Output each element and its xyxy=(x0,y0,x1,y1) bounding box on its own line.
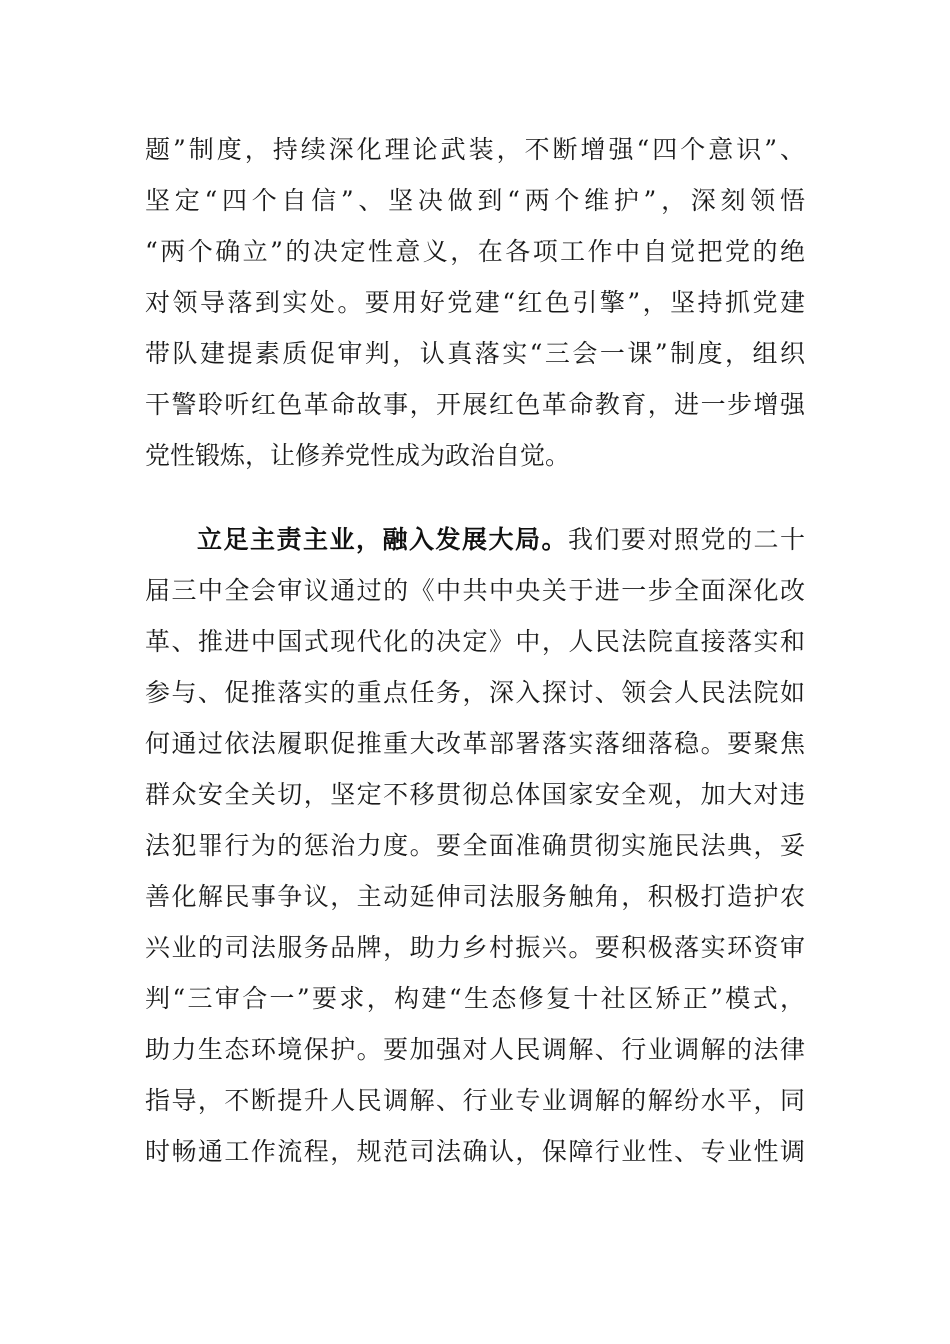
paragraph-line: 干警聆听红色革命故事，开展红色革命教育，进一步增强 xyxy=(145,390,805,419)
paragraph-line: 判“三审合一”要求，构建“生态修复十社区矫正”模式， xyxy=(145,984,806,1013)
paragraph-line: 助力生态环境保护。要加强对人民调解、行业调解的法律 xyxy=(145,1035,805,1064)
paragraph-line: 届三中全会审议通过的《中共中央关于进一步全面深化改 xyxy=(145,576,805,605)
paragraph-line: 指导，不断提升人民调解、行业专业调解的解纷水平，同 xyxy=(145,1086,805,1115)
paragraph-line: 革、推进中国式现代化的决定》中，人民法院直接落实和 xyxy=(145,627,805,656)
paragraph-line: 题”制度，持续深化理论武装，不断增强“四个意识”、 xyxy=(145,135,805,164)
paragraph-line: 对领导落到实处。要用好党建“红色引擎”，坚持抓党建 xyxy=(145,288,805,317)
paragraph-line: 参与、促推落实的重点任务，深入探讨、领会人民法院如 xyxy=(145,678,805,707)
paragraph-line: 坚定“四个自信”、坚决做到“两个维护”，深刻领悟 xyxy=(145,186,805,215)
paragraph-first-line xyxy=(197,518,805,562)
paragraph-line: 兴业的司法服务品牌，助力乡村振兴。要积极落实环资审 xyxy=(145,933,805,962)
paragraph-line: 法犯罪行为的惩治力度。要全面准确贯彻实施民法典，妥 xyxy=(145,831,805,860)
paragraph-line: 带队建提素质促审判，认真落实“三会一课”制度，组织 xyxy=(145,339,805,368)
paragraph-line: 何通过依法履职促推重大改革部署落实落细落稳。要聚焦 xyxy=(145,729,805,758)
paragraph-line: 时畅通工作流程，规范司法确认，保障行业性、专业性调 xyxy=(145,1137,805,1166)
paragraph-heading: 立足主责主业，融入发展大局。 xyxy=(197,525,568,554)
paragraph-line: “两个确立”的决定性意义，在各项工作中自觉把党的绝 xyxy=(145,237,805,266)
paragraph-line: 善化解民事争议，主动延伸司法服务触角，积极打造护农 xyxy=(145,882,805,911)
paragraph-line: 群众安全关切，坚定不移贯彻总体国家安全观，加大对违 xyxy=(145,780,805,809)
paragraph-text: 我们要对照党的二十 xyxy=(567,525,805,554)
paragraph-line: 党性锻炼，让修养党性成为政治自觉。 xyxy=(145,441,571,470)
